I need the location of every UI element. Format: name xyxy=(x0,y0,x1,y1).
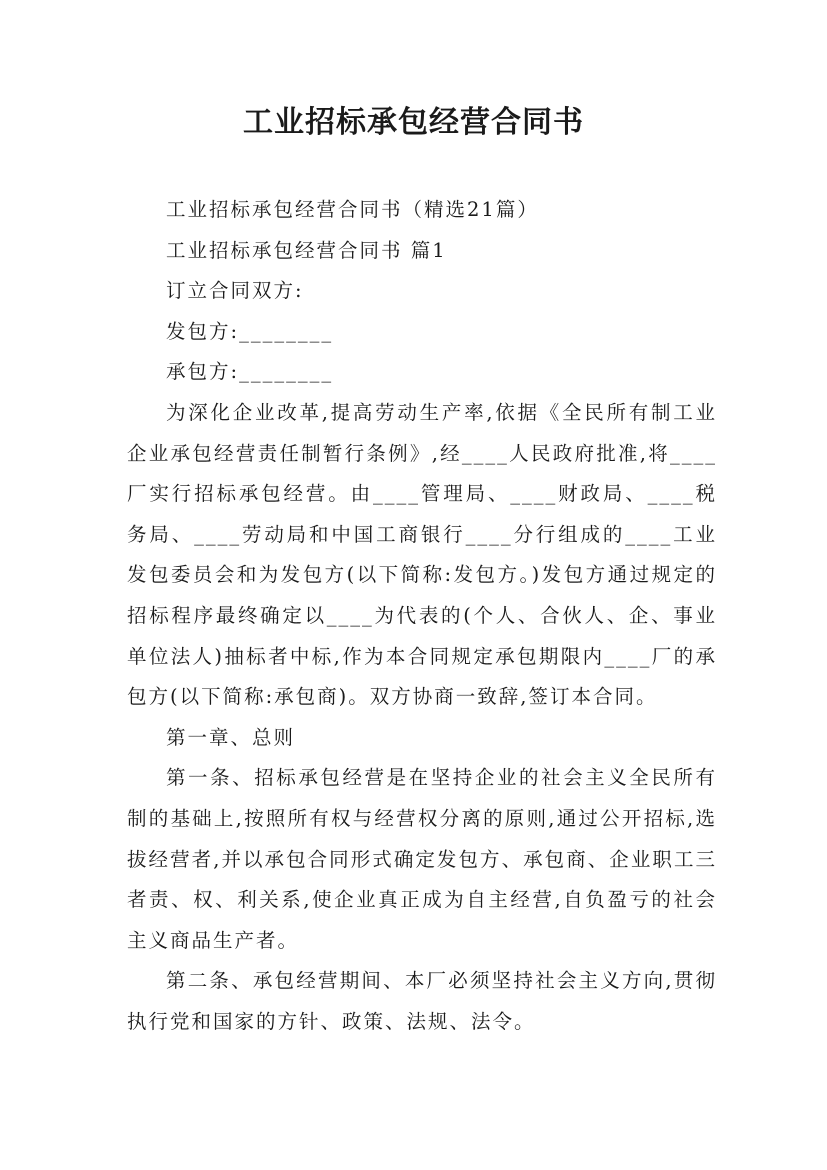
paragraph-parties-heading: 订立合同双方: xyxy=(166,279,304,303)
document-body xyxy=(127,190,717,1042)
paragraph-subtitle: 工业招标承包经营合同书（精选21篇） xyxy=(166,198,539,221)
paragraph-article-two: 第二条、承包经营期间、本厂必须坚持社会主义方向,贯彻执行党和国家的方针、政策、法规、法令。 xyxy=(127,969,717,1033)
paragraph-party-b: 承包方:________ xyxy=(166,360,334,384)
paragraph-chapter-one: 第一章、总则 xyxy=(166,725,296,749)
paragraph-party-a: 发包方:________ xyxy=(166,319,334,343)
document-title: 工业招标承包经营合同书 xyxy=(243,105,584,140)
paragraph-article-one: 第一条、招标承包经营是在坚持企业的社会主义全民所有制的基础上,按照所有权与经营权分离的原则,通过公开招标,选拔经营者,并以承包合同形式确定发包方、承包商、企业职工三者责、权、利关系,使企业真正成为自主经营,自负盈亏的社会主义商品生产者。 xyxy=(127,766,717,952)
paragraph-section-heading: 工业招标承包经营合同书 篇1 xyxy=(166,238,447,262)
paragraph-preamble: 为深化企业改革,提高劳动生产率,依据《全民所有制工业企业承包经营责任制暂行条例》,经____人民政府批准,将____厂实行招标承包经营。由____管理局、____财政局、____税务局、____劳动局和中国工商银行____分行组成的____工业发包委员会和为发包方(以下简称:发包方。)发包方通过规定的招标程序最终确定以____为代表的(个人、合伙人、企、事业单位法人)抽标者中标,作为本合同规定承包期限内____厂的承包方(以下简称:承包商)。双方协商一致辞,签订本合同。 xyxy=(127,400,717,709)
